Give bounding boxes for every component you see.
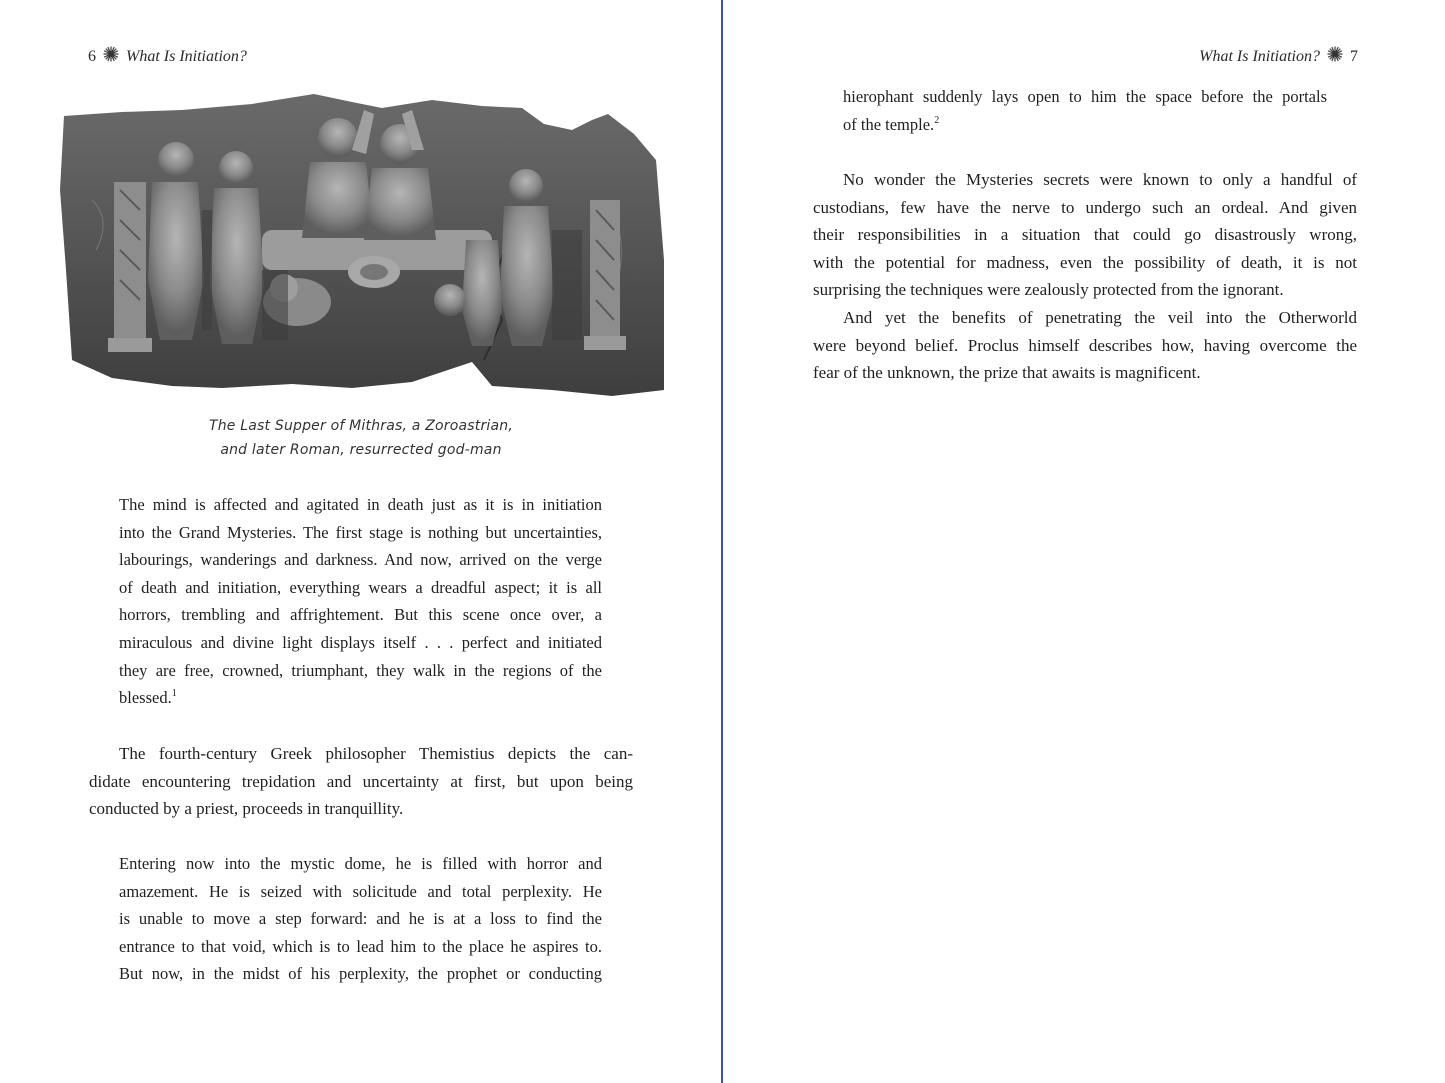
quote-line: entrance to that void, which is to lead him to the place he aspires to. (119, 936, 602, 956)
block-quote-1 (119, 491, 602, 712)
quote-line-last (119, 684, 602, 712)
paragraph-line: with the potential for madness, even the possibility of death, it is not (813, 252, 1357, 272)
quote-line: Entering now into the mystic dome, he is filled with horror and (119, 854, 602, 873)
running-title: What Is Initiation? (126, 48, 247, 66)
sunburst-ornament-icon (103, 46, 119, 69)
right-page (723, 0, 1445, 1083)
paragraph-1 (89, 740, 633, 823)
quote-line: amazement. He is seized with solicitude and total perplexity. He (119, 881, 602, 901)
caption-line: The Last Supper of Mithras, a Zoroastrian, (208, 418, 514, 434)
caption-line: and later Roman, resurrected god-man (220, 442, 502, 458)
quote-line: horrors, trembling and affrightement. But this scene once over, a (119, 605, 602, 625)
paragraph-line: And yet the benefits of penetrating the veil into the Otherworld (843, 308, 1357, 327)
quote-line: is unable to move a step forward: and he is at a loss to find the (119, 909, 602, 929)
paragraph-line: surprising the techniques were zealously protected from the ignorant. (813, 280, 1284, 300)
page-number: 7 (1350, 48, 1358, 66)
paragraph-line: their responsibilities in a situation that could go disastrously wrong, (813, 225, 1357, 245)
quote-line-last (843, 111, 1327, 139)
figure-caption (88, 414, 634, 462)
block-quote-2-continued (843, 83, 1327, 138)
paragraph-line: No wonder the Mysteries secrets were known to only a handful of (843, 170, 1357, 189)
quote-line: hierophant suddenly lays open to him the space before the portals (843, 87, 1327, 106)
footnote-marker[interactable]: 1 (171, 688, 177, 700)
footnote-marker[interactable]: 2 (934, 114, 940, 126)
running-head-left (88, 46, 247, 69)
running-head-right (1199, 46, 1358, 69)
running-title: What Is Initiation? (1199, 48, 1320, 66)
quote-line: into the Grand Mysteries. The first stage is nothing but uncertainties, (119, 522, 602, 542)
stone-relief-image (52, 90, 668, 402)
paragraph-line: fear of the unknown, the prize that awaits is magnificent. (813, 363, 1201, 383)
paragraph-line: were beyond belief. Proclus himself describes how, having overcome the (813, 335, 1357, 355)
quote-line: of death and initiation, everything wears a dreadful aspect; it is all (119, 577, 602, 597)
paragraph-line: didate encountering trepidation and uncertainty at first, but upon being (89, 771, 633, 791)
paragraph-line: custodians, few have the nerve to undergo such an ordeal. And given (813, 197, 1357, 217)
quote-line: labourings, wanderings and darkness. And now, arrived on the verge (119, 550, 602, 570)
paragraph-line: conducted by a priest, proceeds in tranquillity. (89, 799, 404, 819)
page-number: 6 (88, 48, 96, 66)
quote-line: The mind is affected and agitated in death just as it is in initiation (119, 495, 602, 514)
block-quote-2 (119, 850, 602, 988)
paragraph-3 (813, 304, 1357, 387)
quote-line: But now, in the midst of his perplexity, the prophet or conducting (119, 964, 602, 984)
paragraph-2 (813, 166, 1357, 304)
sunburst-ornament-icon (1327, 46, 1343, 69)
quote-line: miraculous and divine light displays itself . . . perfect and initiated (119, 632, 602, 652)
left-page (0, 0, 721, 1083)
paragraph-line: The fourth-century Greek philosopher Themistius depicts the can- (119, 744, 633, 763)
quote-line-text: blessed. (119, 688, 172, 708)
quote-line-text: of the temple. (843, 114, 935, 134)
quote-line: they are free, crowned, triumphant, they walk in the regions of the (119, 660, 602, 680)
